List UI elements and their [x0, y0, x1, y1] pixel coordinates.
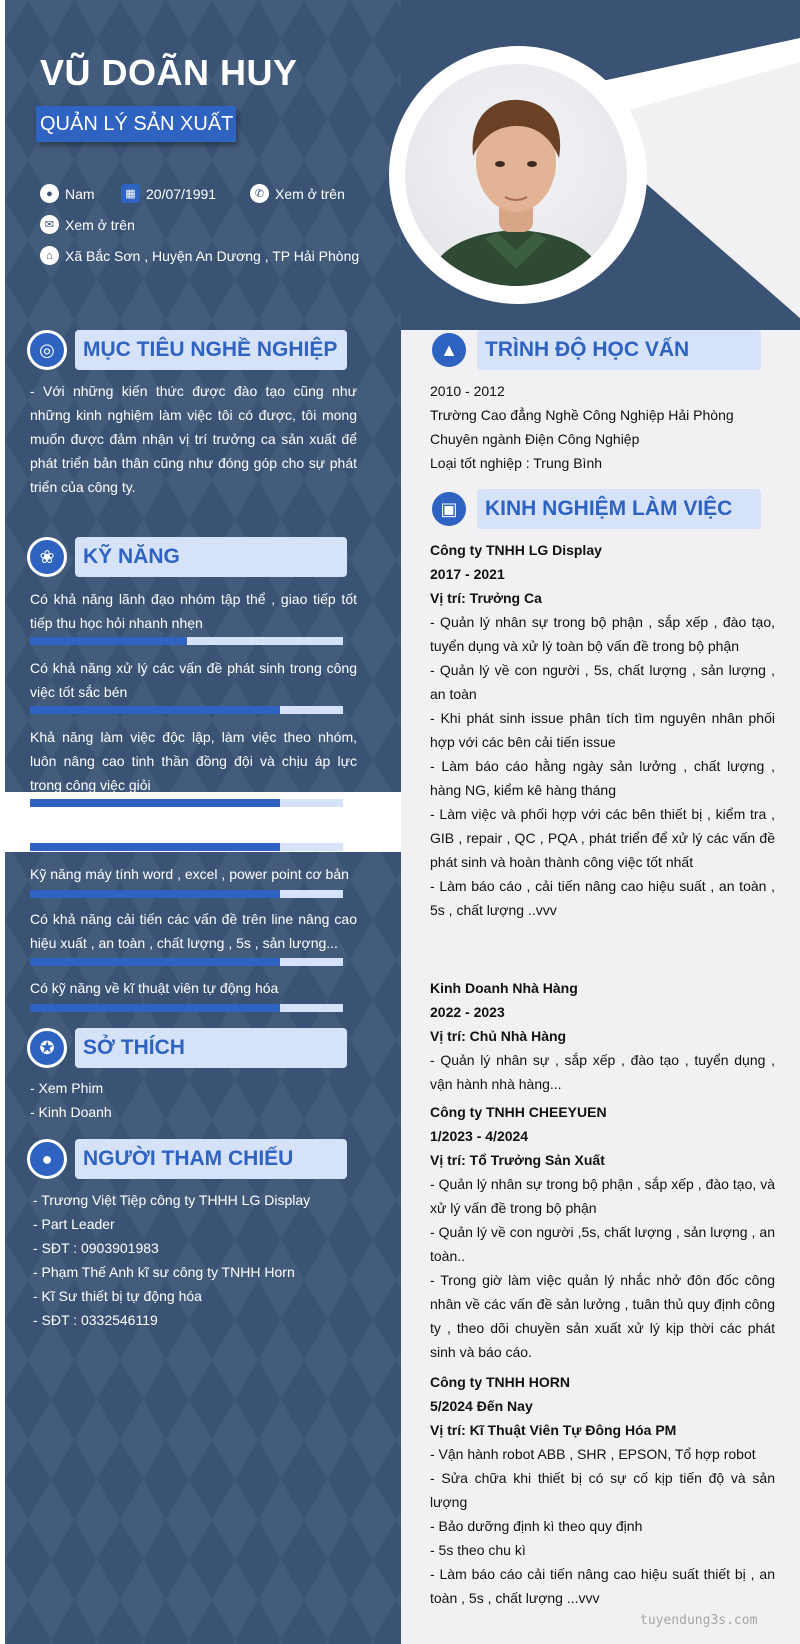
job-duty: - Quản lý nhân sự , sắp xếp , đào tạo , tuyển dụng , vận hành nhà hàng... [430, 1052, 775, 1092]
experience-title: KINH NGHIỆM LÀM VIỆC [485, 497, 733, 520]
puzzle-icon: ✪ [27, 1028, 67, 1068]
person-icon: ● [27, 1139, 67, 1179]
address-value: Xã Bắc Sơn , Huyện An Dương , TP Hải Phòng [65, 247, 360, 264]
job-duty: - 5s theo chu kì [430, 1542, 526, 1558]
references-header [27, 1139, 347, 1179]
skill-level-bar [30, 637, 343, 645]
email-value: Xem ở trên [65, 216, 135, 233]
job-duty: - Quản lý nhân sự trong bộ phận , sắp xếp , đào tạo, tuyển dụng và xử lý toàn bộ vấn đề trong bộ phận [430, 614, 775, 654]
objective-header [27, 330, 347, 370]
education-title: TRÌNH ĐỘ HỌC VẤN [485, 338, 690, 361]
dob-row [121, 184, 216, 203]
address-row [40, 246, 359, 265]
job-company: Công ty TNHH LG Display [430, 542, 602, 558]
skill-level-bar [30, 890, 343, 898]
skill-level-bar [30, 1004, 343, 1012]
skill-text: Khả năng làm việc độc lập, làm việc theo nhóm, luôn nâng cao tinh thần đồng đội và chịu áp lực trong công việc giỏi [30, 729, 357, 793]
candidate-name: VŨ DOÃN HUY [40, 52, 298, 93]
education-major: Chuyên ngành Điện Công Nghiệp [430, 431, 640, 447]
job-entry [430, 976, 775, 1096]
email-icon: ✉ [40, 215, 59, 234]
hobby-item: - Kinh Doanh [30, 1104, 112, 1120]
education-grade: Loại tốt nghiệp : Trung Bình [430, 455, 603, 471]
job-duty: - Khi phát sinh issue phân tích tìm nguyên nhân phối hợp với các bên cải tiến issue [430, 710, 775, 750]
home-icon: ⌂ [40, 246, 59, 265]
job-company: Công ty TNHH CHEEYUEN [430, 1104, 607, 1120]
job-entry [430, 1100, 775, 1364]
skill-level-fill [30, 958, 280, 966]
skills-title: KỸ NĂNG [83, 545, 180, 568]
skill-level-fill [30, 843, 280, 851]
job-company: Kinh Doanh Nhà Hàng [430, 980, 578, 996]
job-period: 2017 - 2021 [430, 566, 505, 582]
reference-item: - Kĩ Sư thiết bị tự động hóa [33, 1288, 202, 1304]
job-duty: - Làm việc và phối hợp với các bên thiết bị , kiểm tra , GIB , repair , QC , PQA , phát triển để xử lý các vấn đề phát sinh và hoàn thành công việc tốt nhất [430, 806, 775, 870]
objective-text: - Với những kiến thức được đào tạo cũng như những kinh nghiệm làm việc tôi có được, tôi mong muốn được đảm nhận vị trí trưởng ca sản xuất để phát triển bản thân cũng như đóng góp cho sự phát triển của công ty. [30, 383, 357, 495]
job-company: Công ty TNHH HORN [430, 1374, 570, 1390]
skill-level-fill [30, 799, 280, 807]
skill-level-fill [30, 1004, 280, 1012]
job-entry [430, 538, 775, 922]
hobbies-title: SỞ THÍCH [83, 1036, 185, 1059]
phone-row [250, 184, 345, 203]
phone-value: Xem ở trên [275, 185, 345, 202]
job-duty: - Bảo dưỡng định kì theo quy định [430, 1518, 643, 1534]
avatar [405, 64, 627, 286]
education-school: Trường Cao đẳng Nghề Công Nghiệp Hải Phòng [430, 407, 734, 423]
reference-item: - Part Leader [33, 1216, 115, 1232]
experience-header [429, 489, 769, 529]
education-period: 2010 - 2012 [430, 383, 505, 399]
hobbies-header [27, 1028, 347, 1068]
skill-level-bar [30, 843, 343, 851]
reference-item: - Trương Việt Tiệp công ty THHH LG Display [33, 1192, 311, 1208]
job-duty: - Làm báo cáo hằng ngày sản lưởng , chất lượng , hàng NG, kiểm kê hàng tháng [430, 758, 775, 798]
briefcase-icon: ▣ [429, 489, 469, 529]
education-details [430, 379, 775, 475]
hobby-item: - Xem Phim [30, 1080, 104, 1096]
job-title: QUẢN LÝ SẢN XUẤT [40, 113, 234, 135]
skill-level-bar [30, 958, 343, 966]
job-duty: - Quản lý về con người , 5s, chất lượng , sản lượng , an toàn [430, 662, 775, 702]
skill-text: Có kỹ năng về kĩ thuật viên tự động hóa [30, 980, 279, 996]
job-duty: - Làm báo cáo , cải tiến nâng cao hiệu suất , an toàn , 5s , chất lượng ..vvv [430, 878, 775, 918]
skill-text: Có khả năng xử lý các vấn đề phát sinh trong công việc tốt sắc bén [30, 660, 357, 700]
job-period: 2022 - 2023 [430, 1004, 505, 1020]
skill-text: Có khả năng cải tiến các vấn đề trên line nâng cao hiệu xuất , an toàn , chất lượng , 5s , sản lượng... [30, 911, 357, 951]
gender-value: Nam [65, 185, 95, 202]
skill-level-bar [30, 706, 343, 714]
hobbies-list [30, 1076, 357, 1124]
job-entry [430, 1370, 775, 1610]
job-duty: - Quản lý về con người ,5s, chất lượng , sản lượng , an toàn.. [430, 1224, 775, 1264]
skill-level-bar [30, 799, 343, 807]
references-list [33, 1188, 360, 1332]
skills-header [27, 537, 347, 577]
brain-icon: ❀ [27, 537, 67, 577]
references-title: NGƯỜI THAM CHIẾU [83, 1147, 294, 1170]
reference-item: - SĐT : 0332546119 [33, 1312, 158, 1328]
gender-row [40, 184, 95, 203]
education-header [429, 330, 769, 370]
phone-icon: ✆ [250, 184, 269, 203]
job-duty: - Sửa chữa khi thiết bị có sự cố kịp tiến độ và sản lượng [430, 1470, 775, 1510]
skill-level-fill [30, 890, 280, 898]
dob-value: 20/07/1991 [146, 185, 217, 202]
job-position: Vị trí: Tổ Trưởng Sản Xuất [430, 1152, 605, 1168]
calendar-icon: ▦ [121, 184, 140, 203]
objective-title: MỤC TIÊU NGHỀ NGHIỆP [83, 338, 338, 361]
job-duty: - Làm báo cáo cải tiến nâng cao hiệu suất thiết bị , an toàn , 5s , chất lượng ...vvv [430, 1566, 775, 1606]
job-period: 5/2024 Đến Nay [430, 1398, 533, 1414]
job-period: 1/2023 - 4/2024 [430, 1128, 529, 1144]
job-position: Vị trí: Kĩ Thuật Viên Tự Đông Hóa PM [430, 1422, 677, 1438]
job-title-box [36, 106, 236, 142]
job-position: Vị trí: Trưởng Ca [430, 590, 542, 606]
reference-item: - Phạm Thế Anh kĩ sư công ty TNHH Horn [33, 1264, 295, 1280]
watermark: tuyendung3s.com [640, 1613, 758, 1628]
job-duty: - Vận hành robot ABB , SHR , EPSON, Tổ hợp robot [430, 1446, 756, 1462]
skill-text: Kỹ năng máy tính word , excel , power point cơ bản [30, 866, 349, 882]
skill-text: Có khả năng lãnh đạo nhóm tập thể , giao tiếp tốt tiếp thu học hỏi nhanh nhẹn [30, 591, 357, 631]
graduation-cap-icon: ▲ [429, 330, 469, 370]
skill-level-fill [30, 637, 187, 645]
target-icon: ◎ [27, 330, 67, 370]
job-duty: - Trong giờ làm việc quản lý nhắc nhở đôn đốc công nhân về các vấn đề sản lưởng , tuân thủ quy định công ty , theo dõi chuyền sản xuất xử lý kịp thời các phát sinh và báo cáo. [430, 1272, 775, 1360]
email-row [40, 215, 135, 234]
job-duty: - Quản lý nhân sự trong bộ phận , sắp xếp , đào tạo, và xử lý vấn đề trong bộ phận [430, 1176, 775, 1216]
user-icon: ● [40, 184, 59, 203]
skill-level-fill [30, 706, 280, 714]
job-position: Vị trí: Chủ Nhà Hàng [430, 1028, 567, 1044]
reference-item: - SĐT : 0903901983 [33, 1240, 159, 1256]
